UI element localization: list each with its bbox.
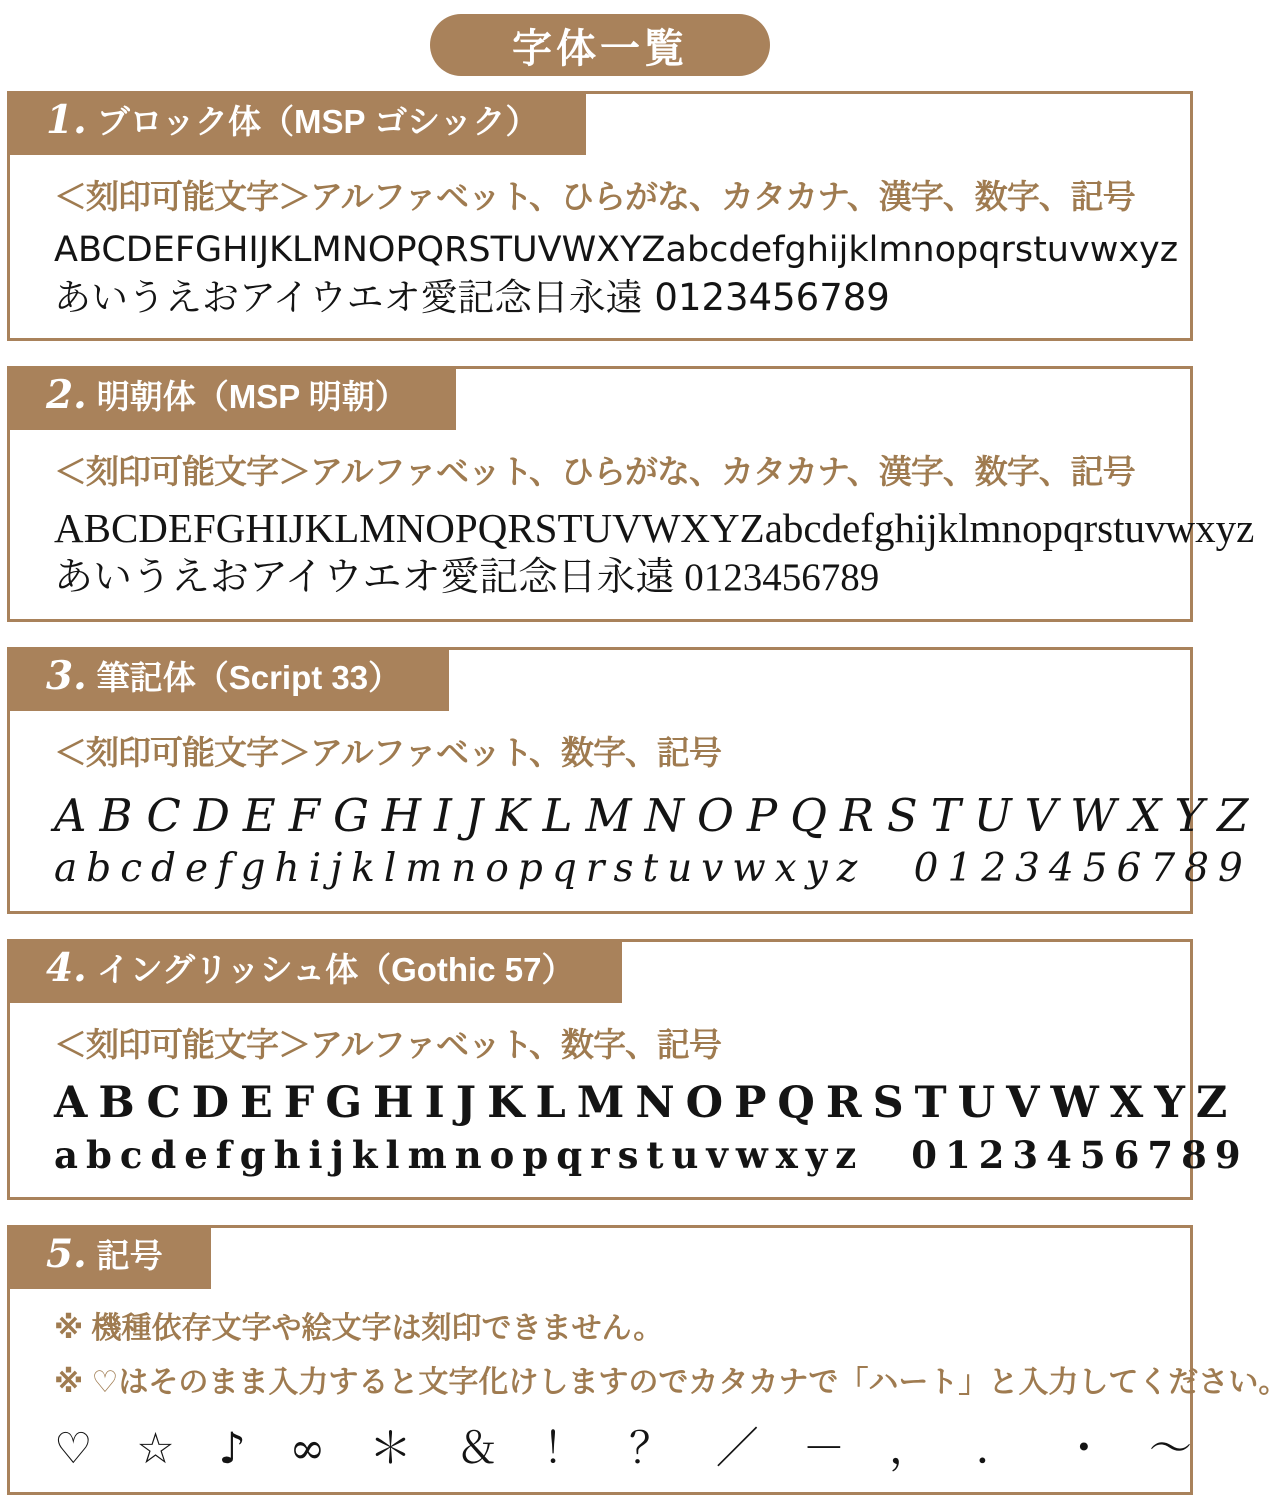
section-5-number: 5.	[46, 1231, 87, 1278]
section-1-sample-kana-digits: あいうえおアイウエオ愛記念日永遠 0123456789	[54, 275, 890, 319]
section-1-header	[10, 94, 586, 155]
section-5-content	[10, 1289, 1288, 1492]
section-1-content	[10, 155, 1190, 338]
section-3-content	[10, 711, 1262, 911]
section-3-sample-uppercase: ABCDEFGHIJKLMNOPQRSTUVWXYZ	[54, 788, 1262, 842]
page-title-text: 字体一覧	[512, 26, 688, 71]
section-4-charset-note: ＜刻印可能文字＞アルファベット、数字、記号	[54, 1025, 722, 1063]
section-block-msp-gothic	[7, 91, 1193, 341]
section-mincho-msp-mincho	[7, 366, 1255, 622]
symbols-sample-line: ♡ ☆ ♪ ∞ ＊ ＆ ！ ？ ／ － ， ． ・ ～	[54, 1424, 1197, 1475]
section-2-charset-note: ＜刻印可能文字＞アルファベット、ひらがな、カタカナ、漢字、数字、記号	[54, 452, 1135, 490]
section-script-33	[7, 647, 1262, 914]
section-2-sample-latin: ABCDEFGHIJKLMNOPQRSTUVWXYZabcdefghijklmnopqrstuvwxyz	[54, 504, 1255, 551]
section-3-title: 筆記体（Script 33）	[96, 658, 402, 696]
section-5-header	[10, 1228, 211, 1289]
section-5-note-heart-input: ※ ♡はそのまま入力すると文字化けしますのでカタカナで「ハート」と入力してください。	[54, 1366, 1288, 1400]
section-1-sample-latin: ABCDEFGHIJKLMNOPQRSTUVWXYZabcdefghijklmnopqrstuvwxyz	[54, 230, 1179, 270]
section-5-note-dependent-chars: ※ 機種依存文字や絵文字は刻印できません。	[54, 1312, 664, 1346]
section-4-number: 4.	[46, 944, 87, 991]
section-english-gothic-57	[7, 939, 1249, 1201]
section-1-title: ブロック体（MSP ゴシック）	[96, 103, 539, 140]
section-4-header	[10, 942, 622, 1003]
section-2-content	[10, 430, 1255, 619]
section-1-charset-note: ＜刻印可能文字＞アルファベット、ひらがな、カタカナ、漢字、数字、記号	[54, 178, 1135, 215]
section-symbols	[7, 1225, 1288, 1495]
section-3-charset-note: ＜刻印可能文字＞アルファベット、数字、記号	[54, 733, 722, 771]
section-3-number: 3.	[46, 652, 87, 699]
section-3-sample-lowercase-digits: abcdefghijklmnopqrstuvwxyz 0123456789	[54, 845, 1252, 891]
section-2-sample-kana-digits: あいうえおアイウエオ愛記念日永遠 0123456789	[54, 555, 880, 599]
section-2-title: 明朝体（MSP 明朝）	[96, 377, 408, 415]
section-4-sample-lowercase-digits: abcdefghijklmnopqrstuvwxyz 0123456789	[54, 1133, 1249, 1178]
section-1-number: 1.	[46, 97, 87, 143]
section-4-content	[10, 1003, 1249, 1198]
page-title	[430, 14, 770, 76]
section-4-title: イングリッシュ体（Gothic 57）	[96, 950, 575, 988]
section-2-number: 2.	[46, 371, 87, 418]
section-2-header	[10, 369, 456, 430]
section-4-sample-uppercase: ABCDEFGHIJKLMNOPQRSTUVWXYZ	[54, 1077, 1239, 1128]
section-5-title: 記号	[96, 1237, 163, 1275]
section-3-header	[10, 650, 449, 711]
